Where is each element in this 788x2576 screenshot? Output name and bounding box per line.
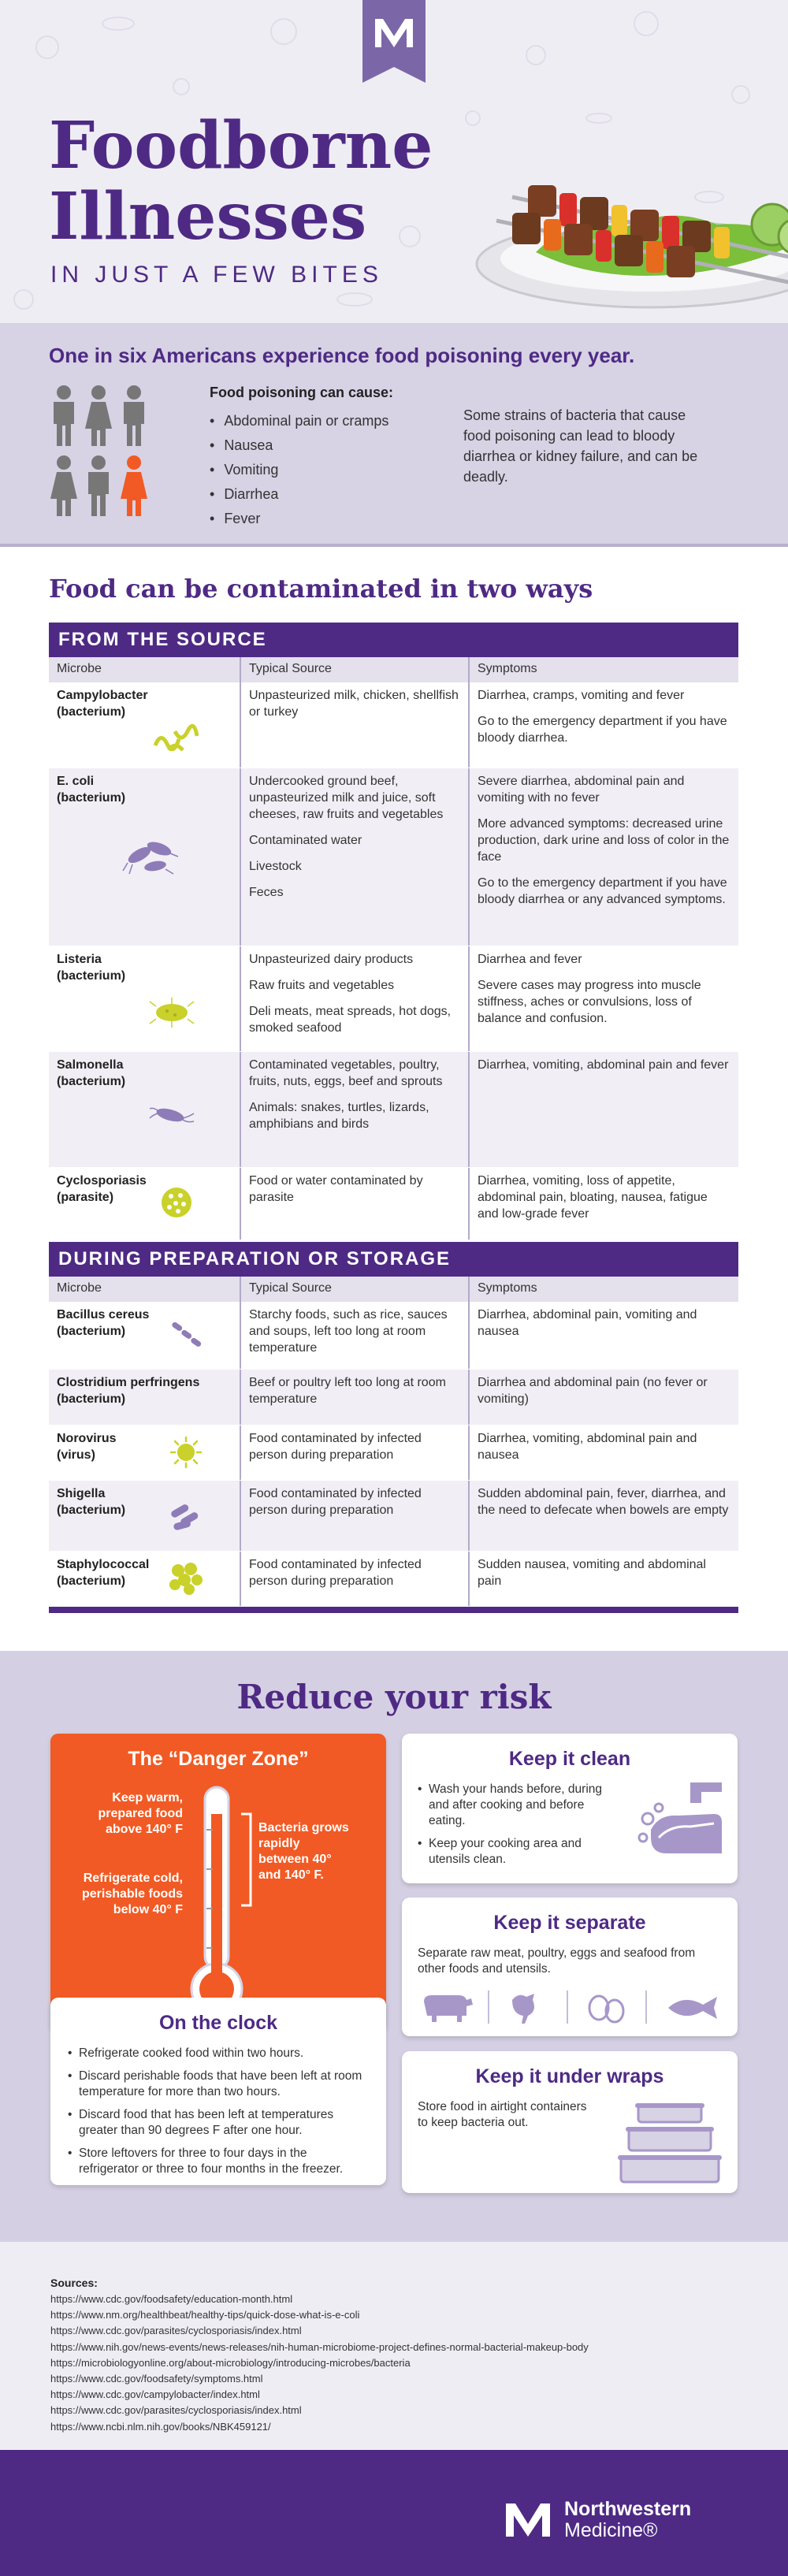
bacteria-note: Some strains of bacteria that cause food poisoning can lead to bloody diarrhea or kidney failure, and can be deadly. <box>463 407 698 485</box>
source-link[interactable]: https://microbiologyonline.org/about-microbiology/introducing-microbes/bacteria <box>50 2356 411 2369</box>
microbe-name: Listeria <box>57 953 102 966</box>
on-the-clock-card <box>50 1998 386 2185</box>
microbe-type: (bacterium) <box>57 791 126 805</box>
bacillus-icon <box>169 1321 203 1352</box>
person-icon <box>49 455 79 518</box>
sources-section <box>0 2242 788 2450</box>
symptom-text: Diarrhea, vomiting, abdominal pain and fever <box>478 1058 729 1072</box>
cause-item: • Fever <box>210 507 393 531</box>
table-row <box>49 1052 738 1168</box>
microbe-name: Bacillus cereus <box>57 1308 150 1321</box>
symptom-text: Diarrhea and fever <box>478 953 582 966</box>
table-row <box>49 1552 738 1607</box>
symptoms-cell <box>470 1302 738 1369</box>
symptoms-cell <box>470 682 738 768</box>
symptom-text: Go to the emergency department if you have bloody diarrhea or any advanced symptoms. <box>478 876 727 906</box>
microbe-type: (bacterium) <box>57 705 126 719</box>
symptoms-cell <box>470 1552 738 1606</box>
kebab-plate-illustration <box>465 150 788 315</box>
separated-foods-icons <box>418 1984 725 2028</box>
col-symptoms: Symptoms <box>478 1281 537 1295</box>
person-icon <box>84 455 113 518</box>
source-text: Food contaminated by infected person during preparation <box>249 1432 422 1462</box>
list-item: • Wash your hands before, during and after cooking and before eating. <box>418 1782 607 1829</box>
symptoms-cell <box>470 1481 738 1551</box>
source-link[interactable]: https://www.nih.gov/news-events/news-releases/nih-human-microbiome-project-defines-normal-bacterial-makeup-body <box>50 2340 589 2353</box>
table-row <box>49 1481 738 1552</box>
microbe-cell <box>49 768 241 946</box>
contamination-section <box>0 544 788 1651</box>
table-row <box>49 946 738 1052</box>
symptom-text: Go to the emergency department if you have bloody diarrhea. <box>478 715 727 745</box>
microbe-cell <box>49 1168 241 1240</box>
list-item: • Discard food that has been left at temperatures greater than 90 degrees F after one hour. <box>68 2107 369 2139</box>
contamination-title: Food can be contaminated in two ways <box>49 574 593 604</box>
symptoms-cell <box>470 1426 738 1480</box>
shigella-icon <box>165 1496 206 1536</box>
microbe-name: Salmonella <box>57 1058 124 1072</box>
nm-logo-icon <box>374 17 414 56</box>
campylobacter-icon <box>151 722 199 753</box>
microbe-cell <box>49 1552 241 1606</box>
danger-zone-card <box>50 1734 386 2031</box>
microbe-type: (parasite) <box>57 1191 114 1204</box>
bacteria-range-label: Bacteria grows rapidly between 40° and 140° F. <box>258 1821 349 1882</box>
keep-it-separate-title: Keep it separate <box>493 1912 646 1934</box>
symptom-text: Sudden nausea, vomiting and abdominal pain <box>478 1558 706 1588</box>
keep-it-clean-title: Keep it clean <box>508 1748 631 1770</box>
header <box>0 0 788 323</box>
microbe-name: Campylobacter <box>57 689 148 702</box>
thermometer-icon <box>189 1782 244 2019</box>
stats-headline: One in six Americans experience food poisoning every year. <box>49 344 635 367</box>
title-line-1: Foodborne <box>49 108 433 184</box>
table-row <box>49 682 738 768</box>
symptoms-cell <box>470 768 738 946</box>
symptom-text: Diarrhea and abdominal pain (no fever or vomiting) <box>478 1376 708 1406</box>
source-table <box>49 623 738 1240</box>
source-text: Unpasteurized dairy products <box>249 953 414 966</box>
list-item: • Refrigerate cooked food within two hours. <box>68 2046 369 2061</box>
person-icon <box>49 385 79 448</box>
source-cell <box>241 1168 470 1240</box>
column-headers <box>49 657 738 682</box>
microbe-cell <box>49 1052 241 1167</box>
col-source: Typical Source <box>241 657 470 682</box>
source-cell <box>241 1052 470 1167</box>
source-text: Contaminated vegetables, poultry, fruits, nuts, eggs, beef and sprouts <box>249 1058 443 1088</box>
keep-it-separate-text: Separate raw meat, poultry, eggs and seafood from other foods and utensils. <box>418 1946 696 1976</box>
danger-zone-title: The “Danger Zone” <box>128 1748 309 1770</box>
cause-item: • Nausea <box>210 433 393 458</box>
symptom-text: More advanced symptoms: decreased urine production, dark urine and loss of color in the face <box>478 817 730 864</box>
keep-it-under-wraps-title: Keep it under wraps <box>475 2065 664 2087</box>
keep-it-separate-card <box>402 1898 738 2036</box>
microbe-type: (bacterium) <box>57 1504 126 1517</box>
symptom-text: Diarrhea, vomiting, loss of appetite, abdominal pain, bloating, nausea, fatigue and low-grade fever <box>478 1174 708 1221</box>
refrigerate-label: Refrigerate cold, perishable foods below 40° F <box>81 1872 183 1916</box>
microbe-cell <box>49 1426 241 1480</box>
list-item: • Discard perishable foods that have been left at room temperature for more than two hours. <box>68 2069 369 2100</box>
brand-line-1: Northwestern <box>564 2498 692 2520</box>
microbe-name: Norovirus <box>57 1432 117 1445</box>
staphylococcus-icon <box>167 1559 205 1596</box>
list-item: • Keep your cooking area and utensils clean. <box>418 1836 607 1868</box>
microbe-cell <box>49 682 241 768</box>
brand-line-2: Medicine® <box>564 2519 658 2541</box>
microbe-name: Shigella <box>57 1487 106 1500</box>
cyclospora-icon <box>159 1185 194 1220</box>
source-link[interactable]: https://www.cdc.gov/campylobacter/index.html <box>50 2388 260 2401</box>
col-microbe: Microbe <box>49 657 241 682</box>
person-icon <box>119 385 149 448</box>
column-headers <box>49 1277 738 1302</box>
symptom-text: Diarrhea, abdominal pain, vomiting and nausea <box>478 1308 697 1338</box>
source-text: Animals: snakes, turtles, lizards, amphibians and birds <box>249 1101 429 1131</box>
causes-title: Food poisoning can cause: <box>210 385 394 400</box>
page-title <box>49 108 433 255</box>
microbe-cell <box>49 946 241 1051</box>
stats-section <box>0 323 788 544</box>
microbe-name: Cyclosporiasis <box>57 1174 147 1188</box>
symptom-text: Diarrhea, cramps, vomiting and fever <box>478 689 685 702</box>
source-text: Deli meats, meat spreads, hot dogs, smoked seafood <box>249 1005 452 1035</box>
symptom-text: Diarrhea, vomiting, abdominal pain and nausea <box>478 1432 697 1462</box>
keep-it-clean-card <box>402 1734 738 1883</box>
source-text: Livestock <box>249 860 302 873</box>
table-row <box>49 1168 738 1240</box>
source-text: Starchy foods, such as rice, sauces and soups, left too long at room temperature <box>249 1308 448 1355</box>
causes-list <box>210 385 393 531</box>
microbe-type: (bacterium) <box>57 1574 126 1588</box>
source-cell <box>241 1552 470 1606</box>
source-text: Unpasteurized milk, chicken, shellfish or turkey <box>249 689 459 719</box>
source-link[interactable]: https://www.cdc.gov/foodsafety/symptoms.html <box>50 2373 263 2385</box>
cause-item: • Vomiting <box>210 458 393 482</box>
cause-item: • Abdominal pain or cramps <box>210 409 393 433</box>
source-text: Undercooked ground beef, unpasteurized milk and juice, soft cheeses, raw fruits and vegetables <box>249 775 444 821</box>
page-subtitle: IN JUST A FEW BITES <box>50 262 383 288</box>
source-cell <box>241 1426 470 1480</box>
source-link[interactable]: https://www.cdc.gov/parasites/cyclosporiasis/index.html <box>50 2404 302 2417</box>
source-cell <box>241 682 470 768</box>
people-pictogram <box>49 385 151 525</box>
symptoms-cell <box>470 1052 738 1167</box>
microbe-name: Clostridium perfringens <box>57 1376 200 1389</box>
microbe-cell <box>49 1370 241 1425</box>
microbe-type: (bacterium) <box>57 1392 126 1406</box>
col-symptoms: Symptoms <box>478 662 537 675</box>
microbe-type: (bacterium) <box>57 969 126 983</box>
symptoms-cell <box>470 946 738 1051</box>
table-row <box>49 1370 738 1426</box>
symptoms-cell <box>470 1370 738 1425</box>
norovirus-icon <box>169 1435 203 1470</box>
sources-title: Sources: <box>50 2277 98 2289</box>
e-coli-icon <box>120 831 183 879</box>
source-text: Beef or poultry left too long at room temperature <box>249 1376 446 1406</box>
on-the-clock-list <box>68 2046 369 2177</box>
prep-table <box>49 1242 738 1613</box>
person-icon-highlighted <box>119 455 149 518</box>
reduce-risk-section <box>0 1651 788 2242</box>
source-cell <box>241 768 470 946</box>
source-text: Contaminated water <box>249 834 362 847</box>
cause-item: • Diarrhea <box>210 482 393 507</box>
nm-logo-icon <box>504 2502 552 2538</box>
symptom-text: Severe cases may progress into muscle stiffness, aches or convulsions, loss of balance and confusion. <box>478 979 701 1025</box>
source-text: Raw fruits and vegetables <box>249 979 395 992</box>
keep-it-clean-list <box>418 1782 607 1868</box>
brand-name <box>564 2499 691 2541</box>
source-cell <box>241 946 470 1051</box>
source-cell <box>241 1481 470 1551</box>
microbe-cell <box>49 1481 241 1551</box>
person-icon <box>84 385 113 448</box>
source-table-header: FROM THE SOURCE <box>49 623 738 657</box>
source-link[interactable]: https://www.cdc.gov/foodsafety/education-month.html <box>50 2293 293 2305</box>
source-text: Feces <box>249 886 284 899</box>
source-text: Food contaminated by infected person during preparation <box>249 1487 422 1517</box>
on-the-clock-title: On the clock <box>158 2012 278 2034</box>
source-text: Food or water contaminated by parasite <box>249 1174 423 1204</box>
symptom-text: Sudden abdominal pain, fever, diarrhea, and the need to defecate when bowels are empty <box>478 1487 729 1517</box>
microbe-type: (bacterium) <box>57 1325 126 1338</box>
source-cell <box>241 1370 470 1425</box>
table-row <box>49 768 738 946</box>
col-microbe: Microbe <box>49 1277 241 1302</box>
listeria-icon <box>148 997 195 1028</box>
keep-warm-label: Keep warm, prepared food above 140° F <box>98 1791 183 1836</box>
keep-it-under-wraps-card <box>402 2051 738 2193</box>
microbe-type: (bacterium) <box>57 1075 126 1088</box>
source-text: Food contaminated by infected person during preparation <box>249 1558 422 1588</box>
footer <box>0 2450 788 2576</box>
microbe-type: (virus) <box>57 1448 95 1462</box>
table-bottom-rule <box>49 1607 738 1613</box>
list-item: • Store leftovers for three to four days in the refrigerator or three to four months in the freezer. <box>68 2146 369 2177</box>
salmonella-icon <box>148 1099 195 1131</box>
microbe-cell <box>49 1302 241 1369</box>
source-link[interactable]: https://www.ncbi.nlm.nih.gov/books/NBK459121/ <box>50 2420 271 2433</box>
table-row <box>49 1302 738 1370</box>
logo-tab <box>362 0 426 67</box>
microbe-name: Staphylococcal <box>57 1558 150 1571</box>
northwestern-medicine-logo <box>504 2499 691 2541</box>
table-row <box>49 1426 738 1481</box>
title-line-2: Illnesses <box>49 179 367 255</box>
prep-table-header: DURING PREPARATION OR STORAGE <box>49 1242 738 1277</box>
source-link[interactable]: https://www.cdc.gov/parasites/cyclosporiasis/index.html <box>50 2325 302 2337</box>
symptom-text: Severe diarrhea, abdominal pain and vomiting with no fever <box>478 775 685 805</box>
hand-washing-icon <box>635 1775 730 1869</box>
col-source: Typical Source <box>241 1277 470 1302</box>
keep-it-under-wraps-text: Store food in airtight containers to keep bacteria out. <box>418 2100 587 2129</box>
source-link[interactable]: https://www.nm.org/healthbeat/healthy-tips/quick-dose-what-is-e-coli <box>50 2309 360 2321</box>
reduce-risk-title: Reduce your risk <box>236 1678 552 1716</box>
microbe-name: E. coli <box>57 775 95 788</box>
containers-icon <box>615 2100 725 2187</box>
symptoms-cell <box>470 1168 738 1240</box>
source-cell <box>241 1302 470 1369</box>
